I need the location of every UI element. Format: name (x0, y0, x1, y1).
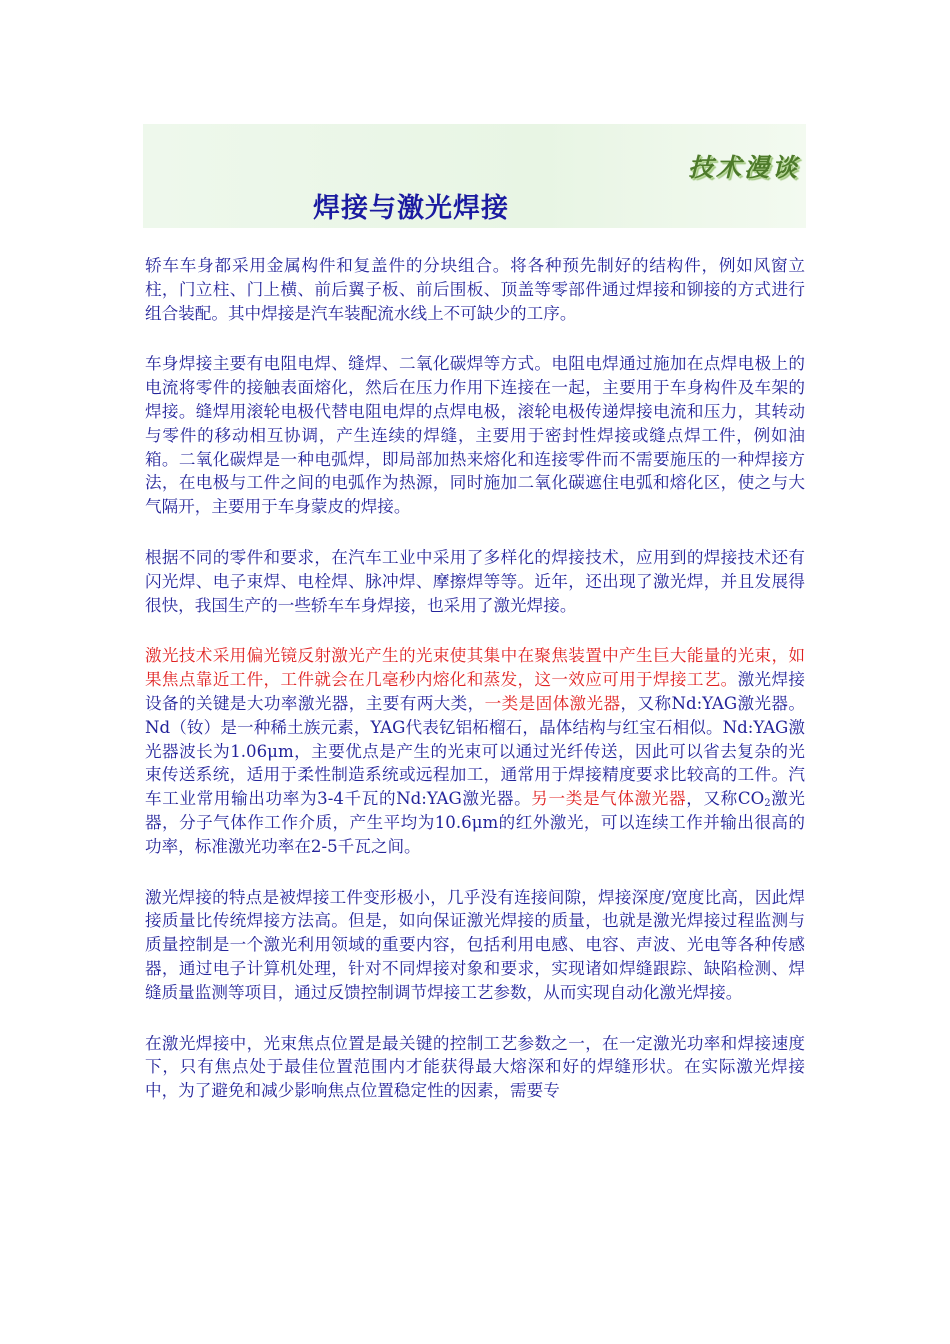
article-body (145, 254, 805, 1130)
highlight-laser-principle: 激光技术采用偏光镜反射激光产生的光束使其集中在聚焦装置中产生巨大能量的光束，如果焦点靠近工件，工件就会在几毫秒内熔化和蒸发，这一效应可用于焊接工艺。 (145, 646, 805, 690)
text-laser-equipment: 激光焊接设备的关键是大功率激光器，主要有两大类， (145, 670, 805, 713)
paragraph-4 (145, 644, 805, 858)
text-ndyag: ，又称Nd:YAG激光器。Nd（钕）是一种稀土族元素，YAG代表钇铝柘榴石，晶体结构与红宝石相似。Nd:YAG激光器波长为1.06μm，主要优点是产生的光束可以通过光纤传送，因此可以省去复杂的光束传送系统，适用于柔性制造系统或远程加工，通常用于焊接精度要求比较高的工件。汽车工业常用输出功率为3-4千瓦的Nd:YAG激光器。 (145, 693, 806, 809)
paragraph-5: 激光焊接的特点是被焊接工件变形极小，几乎没有连接间隙，焊接深度/宽度比高，因此焊接质量比传统焊接方法高。但是，如向保证激光焊接的质量，也就是激光焊接过程监测与质量控制是一个激光利用领域的重要内容，包括利用电感、电容、声波、光电等各种传感器，通过电子计算机处理，针对不同焊接对象和要求，实现诸如焊缝跟踪、缺陷检测、焊缝质量监测等项目，通过反馈控制调节焊接工艺参数，从而实现自动化激光焊接。 (145, 887, 805, 1002)
paragraph-3: 根据不同的零件和要求，在汽车工业中采用了多样化的焊接技术，应用到的焊接技术还有闪光焊、电子束焊、电栓焊、脉冲焊、摩擦焊等等。近年，还出现了激光焊，并且发展得很快，我国生产的一些轿车车身焊接，也采用了激光焊接。 (145, 547, 805, 615)
paragraph-6: 在激光焊接中，光束焦点位置是最关键的控制工艺参数之一，在一定激光功率和焊接速度下，只有焦点处于最佳位置范围内才能获得最大熔深和好的焊缝形状。在实际激光焊接中，为了避免和减少影响焦点位置稳定性的因素，需要专 (145, 1033, 805, 1101)
text-co2-b: 激光器，分子气体作工作介质，产生平均为10.6μm的红外激光，可以连续工作并输出很高的功率，标准激光功率在2-5千瓦之间。 (145, 789, 806, 856)
co2-subscript: 2 (764, 798, 771, 810)
paragraph-1: 轿车车身都采用金属构件和复盖件的分块组合。将各种预先制好的结构件，例如风窗立柱，门立柱、门上横、前后翼子板、前后围板、顶盖等零部件通过焊接和铆接的方式进行组合装配。其中焊接是汽车装配流水线上不可缺少的工序。 (145, 256, 805, 323)
highlight-solid-laser: 一类是固体激光器 (484, 693, 621, 713)
article-title: 焊接与激光焊接 (313, 193, 509, 224)
header-banner (143, 124, 806, 228)
column-brand-logo: 技术漫谈 (687, 153, 800, 182)
highlight-gas-laser: 另一类是气体激光器 (531, 789, 687, 809)
paragraph-2: 车身焊接主要有电阻电焊、缝焊、二氧化碳焊等方式。电阻电焊通过施加在点焊电极上的电流将零件的接触表面熔化，然后在压力作用下连接在一起，主要用于车身构件及车架的焊接。缝焊用滚轮电极代替电阻电焊的点焊电极，滚轮电极传递焊接电流和压力，其转动与零件的移动相互协调，产生连续的焊缝，主要用于密封性焊接或缝点焊工件，例如油箱。二氧化碳焊是一种电弧焊，即局部加热来熔化和连接零件而不需要施压的一种焊接方法，在电极与工件之间的电弧作为热源，同时施加二氧化碳遮住电弧和熔化区，使之与大气隔开，主要用于车身蒙皮的焊接。 (145, 354, 805, 517)
text-co2-a: ，又称CO (686, 789, 765, 809)
